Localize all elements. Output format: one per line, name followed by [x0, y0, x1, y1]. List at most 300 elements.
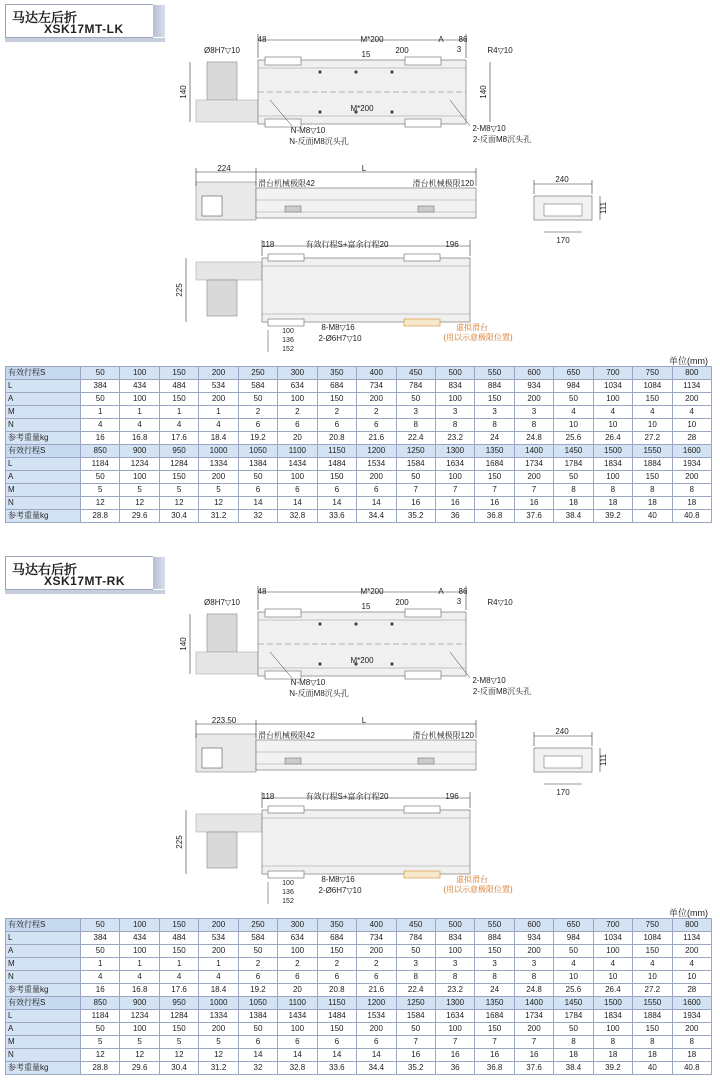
table-cell: 550	[475, 919, 514, 932]
table-cell: 784	[396, 932, 435, 945]
table-cell: 6	[357, 971, 396, 984]
dimension-label: M*200	[360, 35, 384, 44]
table-cell: 1284	[159, 1010, 198, 1023]
table-cell: 6	[278, 484, 317, 497]
table-cell: 16	[514, 497, 553, 510]
rail-bottom	[262, 258, 470, 322]
table-cell: 150	[633, 945, 672, 958]
table-cell: 21.6	[357, 984, 396, 997]
slider-bottom-view	[404, 254, 440, 261]
table-cell: 8	[435, 419, 474, 432]
table-cell: 634	[278, 380, 317, 393]
table-cell: 100	[120, 367, 159, 380]
table-cell: 5	[81, 484, 120, 497]
table-row	[6, 945, 712, 958]
table-cell: 14	[317, 497, 356, 510]
table-cell: 484	[159, 380, 198, 393]
table-cell: 50	[238, 393, 277, 406]
table-cell: 1500	[593, 997, 632, 1010]
table-cell: 100	[435, 393, 474, 406]
table-cell: 8	[475, 971, 514, 984]
table-cell: 1150	[317, 445, 356, 458]
motor-block-bottom	[207, 280, 237, 316]
table-cell: 23.2	[435, 984, 474, 997]
table-cell: 150	[633, 471, 672, 484]
table-cell: 984	[554, 932, 593, 945]
table-cell: 1	[81, 958, 120, 971]
table-cell: 50	[238, 471, 277, 484]
table-cell: 1450	[554, 445, 593, 458]
table-cell: 1550	[633, 997, 672, 1010]
table-cell: 1584	[396, 458, 435, 471]
table-cell: 450	[396, 919, 435, 932]
table-cell: 29.6	[120, 1062, 159, 1075]
table-cell: 650	[554, 367, 593, 380]
table-cell: 8	[475, 419, 514, 432]
end-view	[534, 175, 608, 245]
table-cell: 150	[475, 945, 514, 958]
table-cell: 23.2	[435, 432, 474, 445]
dimension-label: 48	[257, 35, 267, 44]
table-cell: 39.2	[593, 510, 632, 523]
dimension-label: L	[361, 164, 367, 173]
side-view	[196, 164, 476, 220]
table-cell: 150	[159, 471, 198, 484]
table-cell: 31.2	[199, 510, 238, 523]
row-label: M	[6, 406, 81, 419]
table-cell: 1	[120, 406, 159, 419]
slider-top	[405, 609, 441, 617]
table-cell: 50	[81, 1023, 120, 1036]
table-cell: 200	[199, 471, 238, 484]
table-cell: 1734	[514, 1010, 553, 1023]
mount-hole	[318, 110, 321, 113]
dimension-label: 136	[282, 889, 294, 896]
table-cell: 10	[554, 971, 593, 984]
table-cell: 4	[672, 958, 711, 971]
dimension-label: 有效行程S+富余行程20	[305, 240, 389, 249]
table-cell: 14	[317, 1049, 356, 1062]
dimension-label: 15	[361, 50, 371, 59]
table-cell: 200	[199, 393, 238, 406]
dimension-label: 滑台机械极限42	[258, 731, 315, 740]
dimension-label: 虚拟滑台	[456, 875, 488, 884]
table-cell: 1	[120, 958, 159, 971]
table-cell: 5	[120, 1036, 159, 1049]
table-cell: 50	[396, 393, 435, 406]
carriage	[285, 206, 301, 212]
table-cell: 434	[120, 932, 159, 945]
table-cell: 1134	[672, 380, 711, 393]
table-cell: 26.4	[593, 984, 632, 997]
table-cell: 36.8	[475, 1062, 514, 1075]
motor-flange-bottom	[196, 814, 262, 832]
table-cell: 4	[159, 419, 198, 432]
table-cell: 3	[435, 958, 474, 971]
dimension-label: 3	[456, 597, 462, 606]
dimension-label: 100	[282, 328, 294, 335]
table-cell: 100	[278, 393, 317, 406]
table-cell: 32	[238, 510, 277, 523]
table-cell: 1034	[593, 932, 632, 945]
table-cell: 35.2	[396, 1062, 435, 1075]
table-cell: 30.4	[159, 1062, 198, 1075]
mount-hole	[318, 622, 321, 625]
table-cell: 33.6	[317, 510, 356, 523]
table-cell: 8	[593, 1036, 632, 1049]
table-cell: 33.6	[317, 1062, 356, 1075]
table-cell: 7	[396, 484, 435, 497]
dimension-label: 240	[555, 727, 569, 736]
dimension-label: 虚拟滑台	[456, 323, 488, 332]
table-cell: 10	[593, 971, 632, 984]
slider-bottom-view	[268, 806, 304, 813]
table-cell: 100	[435, 1023, 474, 1036]
table-row	[6, 919, 712, 932]
table-cell: 100	[278, 945, 317, 958]
table-cell: 484	[159, 932, 198, 945]
table-cell: 800	[672, 919, 711, 932]
table-cell: 1134	[672, 932, 711, 945]
table-cell: 50	[81, 367, 120, 380]
slider-bottom-view	[404, 806, 440, 813]
table-cell: 24.8	[514, 432, 553, 445]
table-cell: 5	[81, 1036, 120, 1049]
dimension-label: 滑台机械极限120	[412, 731, 474, 740]
table-cell: 18	[554, 497, 593, 510]
table-cell: 16	[514, 1049, 553, 1062]
slot	[544, 204, 582, 216]
table-cell: 4	[633, 406, 672, 419]
rail-bottom	[262, 810, 470, 874]
table-cell: 50	[396, 471, 435, 484]
table-cell: 40	[633, 510, 672, 523]
table-row	[6, 971, 712, 984]
carriage	[285, 758, 301, 764]
table-cell: 12	[120, 1049, 159, 1062]
dimension-label: 152	[282, 898, 294, 905]
table-cell: 200	[514, 945, 553, 958]
dimension-label: Ø8H7▽10	[204, 598, 240, 607]
section-title-cn: 马达右后折	[12, 562, 78, 577]
table-cell: 2	[278, 406, 317, 419]
section-title-cn: 马达左后折	[12, 10, 78, 25]
row-label: A	[6, 393, 81, 406]
table-cell: 8	[396, 419, 435, 432]
table-cell: 1234	[120, 1010, 159, 1023]
table-cell: 1634	[435, 458, 474, 471]
table-cell: 934	[514, 932, 553, 945]
table-cell: 12	[120, 497, 159, 510]
table-cell: 28.8	[81, 1062, 120, 1075]
table-cell: 1	[81, 406, 120, 419]
table-row	[6, 484, 712, 497]
table-cell: 25.6	[554, 432, 593, 445]
table-cell: 50	[554, 945, 593, 958]
table-cell: 534	[199, 380, 238, 393]
table-cell: 38.4	[554, 510, 593, 523]
table-cell: 7	[514, 1036, 553, 1049]
table-row	[6, 1036, 712, 1049]
table-cell: 100	[593, 1023, 632, 1036]
table-cell: 150	[159, 919, 198, 932]
table-cell: 5	[199, 484, 238, 497]
row-label: A	[6, 471, 81, 484]
table-row	[6, 367, 712, 380]
table-cell: 200	[672, 471, 711, 484]
table-cell: 1600	[672, 997, 711, 1010]
unit-label: 单位(mm)	[669, 908, 708, 918]
table-cell: 100	[593, 945, 632, 958]
dimension-label: A	[438, 587, 444, 596]
table-cell: 150	[159, 1023, 198, 1036]
top-view	[179, 34, 531, 146]
table-row	[6, 380, 712, 393]
table-cell: 6	[317, 484, 356, 497]
table-cell: 1184	[81, 458, 120, 471]
table-cell: 850	[81, 997, 120, 1010]
section-model: XSK17MT-LK	[44, 22, 124, 36]
mount-hole	[354, 70, 357, 73]
table-cell: 100	[120, 393, 159, 406]
table-cell: 7	[475, 484, 514, 497]
table-cell: 4	[120, 971, 159, 984]
table-cell: 10	[672, 971, 711, 984]
table-cell: 16	[435, 497, 474, 510]
table-cell: 16	[81, 432, 120, 445]
dimension-label: 86	[458, 587, 468, 596]
table-cell: 1000	[199, 997, 238, 1010]
table-cell: 36.8	[475, 510, 514, 523]
table-cell: 2	[357, 406, 396, 419]
table-cell: 4	[593, 958, 632, 971]
motor-face	[202, 196, 222, 216]
table-cell: 16	[475, 497, 514, 510]
dimension-label: 118	[261, 792, 275, 801]
table-cell: 14	[278, 497, 317, 510]
table-cell: 150	[475, 1023, 514, 1036]
table-cell: 200	[357, 471, 396, 484]
table-cell: 534	[199, 932, 238, 945]
table-cell: 8	[633, 1036, 672, 1049]
table-cell: 14	[278, 1049, 317, 1062]
table-cell: 36	[435, 510, 474, 523]
table-cell: 28	[672, 432, 711, 445]
dimension-label: R4▽10	[487, 598, 513, 607]
table-cell: 5	[159, 484, 198, 497]
table-cell: 500	[435, 919, 474, 932]
table-cell: 3	[396, 958, 435, 971]
table-cell: 30.4	[159, 510, 198, 523]
table-cell: 5	[159, 1036, 198, 1049]
table-cell: 1534	[357, 1010, 396, 1023]
dimension-label: 8-M8▽16	[321, 875, 355, 884]
table-cell: 20	[278, 984, 317, 997]
table-cell: 700	[593, 367, 632, 380]
table-cell: 600	[514, 367, 553, 380]
table-cell: 8	[672, 484, 711, 497]
table-cell: 884	[475, 932, 514, 945]
row-label: L	[6, 458, 81, 471]
table-cell: 1884	[633, 1010, 672, 1023]
table-cell: 24	[475, 432, 514, 445]
dimension-label: 196	[445, 792, 459, 801]
table-cell: 100	[278, 471, 317, 484]
dimension-label: 滑台机械极限42	[258, 179, 315, 188]
table-cell: 50	[396, 945, 435, 958]
table-cell: 4	[81, 971, 120, 984]
dimension-label: 3	[456, 45, 462, 54]
table-cell: 8	[672, 1036, 711, 1049]
table-cell: 37.6	[514, 1062, 553, 1075]
table-cell: 684	[317, 932, 356, 945]
table-cell: 50	[554, 471, 593, 484]
dimension-label: Ø8H7▽10	[204, 46, 240, 55]
dimension-label: 170	[556, 788, 570, 797]
table-cell: 8	[396, 971, 435, 984]
motor-flange	[196, 652, 258, 674]
table-cell: 900	[120, 997, 159, 1010]
table-cell: 1550	[633, 445, 672, 458]
row-label: 参考重量kg	[6, 432, 81, 445]
carriage	[418, 758, 434, 764]
table-cell: 584	[238, 932, 277, 945]
table-cell: 18	[672, 497, 711, 510]
table-cell: 700	[593, 919, 632, 932]
table-cell: 4	[120, 419, 159, 432]
dimension-label: 152	[282, 346, 294, 353]
table-cell: 1784	[554, 458, 593, 471]
table-cell: 1684	[475, 458, 514, 471]
table-cell: 150	[159, 367, 198, 380]
table-cell: 100	[120, 919, 159, 932]
table-cell: 1084	[633, 932, 672, 945]
table-cell: 150	[317, 945, 356, 958]
table-row	[6, 393, 712, 406]
table-cell: 17.6	[159, 984, 198, 997]
table-cell: 50	[554, 393, 593, 406]
table-cell: 4	[81, 419, 120, 432]
dimension-label: 225	[175, 835, 184, 849]
table-cell: 20.8	[317, 432, 356, 445]
table-cell: 5	[199, 1036, 238, 1049]
table-cell: 7	[435, 1036, 474, 1049]
row-label: 有效行程S	[6, 919, 81, 932]
table-cell: 12	[199, 497, 238, 510]
table-cell: 684	[317, 380, 356, 393]
technical-drawing-rk	[0, 552, 720, 912]
table-cell: 600	[514, 919, 553, 932]
table-cell: 16	[81, 984, 120, 997]
table-cell: 1600	[672, 445, 711, 458]
row-label: M	[6, 1036, 81, 1049]
dimension-label: N-反面M8沉头孔	[289, 137, 349, 146]
table-cell: 36	[435, 1062, 474, 1075]
table-cell: 40	[633, 1062, 672, 1075]
table-cell: 884	[475, 380, 514, 393]
dimension-label: 118	[261, 240, 275, 249]
table-cell: 1884	[633, 458, 672, 471]
row-label: 参考重量kg	[6, 984, 81, 997]
table-cell: 21.6	[357, 432, 396, 445]
dimension-label: 2-反面M8沉头孔	[472, 135, 532, 144]
table-cell: 634	[278, 932, 317, 945]
table-cell: 350	[317, 919, 356, 932]
table-cell: 6	[278, 971, 317, 984]
table-cell: 734	[357, 380, 396, 393]
table-cell: 150	[633, 393, 672, 406]
slot	[544, 756, 582, 768]
table-cell: 3	[396, 406, 435, 419]
table-cell: 3	[435, 406, 474, 419]
dimension-label: 2-M8▽10	[472, 676, 506, 685]
row-label: M	[6, 484, 81, 497]
row-label: A	[6, 1023, 81, 1036]
table-cell: 1200	[357, 445, 396, 458]
dimension-label: 200	[395, 46, 409, 55]
table-cell: 150	[317, 1023, 356, 1036]
table-row	[6, 445, 712, 458]
mount-hole	[318, 662, 321, 665]
table-cell: 34.4	[357, 1062, 396, 1075]
table-cell: 2	[317, 406, 356, 419]
table-cell: 39.2	[593, 1062, 632, 1075]
table-cell: 20	[278, 432, 317, 445]
table-cell: 900	[120, 445, 159, 458]
motor-block	[207, 614, 237, 652]
table-cell: 1300	[435, 997, 474, 1010]
dimension-label: 2-M8▽10	[472, 124, 506, 133]
mount-hole	[390, 622, 393, 625]
table-cell: 6	[357, 419, 396, 432]
motor-face	[202, 748, 222, 768]
table-cell: 16	[435, 1049, 474, 1062]
slider-bottom-view	[268, 254, 304, 261]
dimension-label: 196	[445, 240, 459, 249]
table-row	[6, 1010, 712, 1023]
dimension-label: M*200	[360, 587, 384, 596]
row-label: N	[6, 419, 81, 432]
table-cell: 100	[120, 471, 159, 484]
table-cell: 750	[633, 367, 672, 380]
dimension-label: 140	[179, 85, 188, 99]
table-cell: 12	[81, 497, 120, 510]
motor-flange-bottom	[196, 262, 262, 280]
row-label: 参考重量kg	[6, 510, 81, 523]
table-row	[6, 471, 712, 484]
table-cell: 6	[238, 971, 277, 984]
table-cell: 8	[514, 419, 553, 432]
table-cell: 4	[672, 406, 711, 419]
table-cell: 50	[238, 1023, 277, 1036]
table-cell: 14	[357, 1049, 396, 1062]
table-cell: 1334	[199, 1010, 238, 1023]
table-cell: 1184	[81, 1010, 120, 1023]
table-cell: 350	[317, 367, 356, 380]
table-cell: 200	[199, 367, 238, 380]
table-cell: 200	[514, 393, 553, 406]
row-label: N	[6, 497, 81, 510]
table-cell: 1200	[357, 997, 396, 1010]
section-model: XSK17MT-RK	[44, 574, 126, 588]
table-cell: 800	[672, 367, 711, 380]
table-cell: 22.4	[396, 984, 435, 997]
table-cell: 6	[317, 1036, 356, 1049]
table-cell: 7	[396, 1036, 435, 1049]
table-cell: 150	[475, 393, 514, 406]
table-cell: 1334	[199, 458, 238, 471]
dimension-label: 140	[179, 637, 188, 651]
